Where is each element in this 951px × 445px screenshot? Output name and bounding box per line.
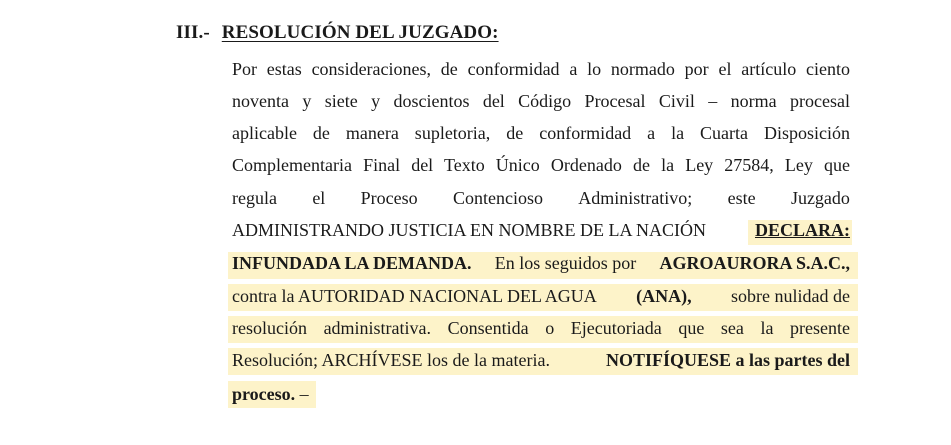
line-5-word: Proceso [360, 188, 418, 208]
line-4-text: Complementaria Final del Texto Único Ordenado de la Ley 27584, Ley que [232, 155, 850, 175]
notify-order: NOTIFÍQUESE a las partes del [605, 350, 850, 370]
line-5-word: Administrativo; [578, 188, 693, 208]
paragraph-line-3 [232, 121, 850, 145]
paragraph-line-8 [232, 284, 850, 308]
paragraph-line-2 [232, 89, 850, 113]
line-1-text: Por estas consideraciones, de conformidad a lo normado por el artículo ciento [232, 59, 850, 79]
paragraph-line-4 [232, 153, 850, 177]
line-6-text: ADMINISTRANDO JUSTICIA EN NOMBRE DE LA NACIÓN [232, 220, 707, 240]
line-10-text: Resolución; ARCHÍVESE los de la materia. [232, 350, 550, 370]
plaintiff-name: AGROAURORA S.A.C., [659, 253, 850, 273]
infundada-verdict: INFUNDADA LA DEMANDA. [232, 253, 472, 273]
line-5-word: regula [232, 188, 277, 208]
defendant-abbrev: (ANA), [636, 286, 692, 306]
paragraph-line-5 [232, 186, 850, 210]
line-7-text: En los seguidos por [494, 253, 637, 273]
paragraph-line-6 [232, 218, 850, 242]
paragraph-line-7 [232, 251, 850, 275]
section-heading [176, 22, 499, 44]
paragraph-line-10 [232, 348, 850, 372]
line-5-word: Juzgado [790, 188, 850, 208]
paragraph-line-9 [232, 316, 850, 340]
line-8-text-a: contra la AUTORIDAD NACIONAL DEL AGUA [232, 286, 597, 306]
line-3-text: aplicable de manera supletoria, de conformidad a la Cuarta Disposición [232, 123, 850, 143]
paragraph-line-11 [232, 382, 850, 406]
line-2-text: noventa y siete y doscientos del Código Procesal Civil – norma procesal [232, 91, 850, 111]
line-11-bold: proceso. [232, 384, 296, 404]
section-number: III.- [176, 22, 210, 43]
line-5-word: Contencioso [452, 188, 543, 208]
line-9-text: resolución administrativa. Consentida o Ejecutoriada que sea la presente [232, 318, 850, 338]
line-11-tail: – [299, 384, 309, 404]
section-title: RESOLUCIÓN DEL JUZGADO: [221, 22, 499, 43]
line-5-word: este [727, 188, 756, 208]
line-5-word: el [312, 188, 326, 208]
paragraph-line-1 [232, 57, 850, 81]
line-8-text-b: sobre nulidad de [731, 286, 850, 306]
declara-keyword: DECLARA: [754, 220, 850, 240]
